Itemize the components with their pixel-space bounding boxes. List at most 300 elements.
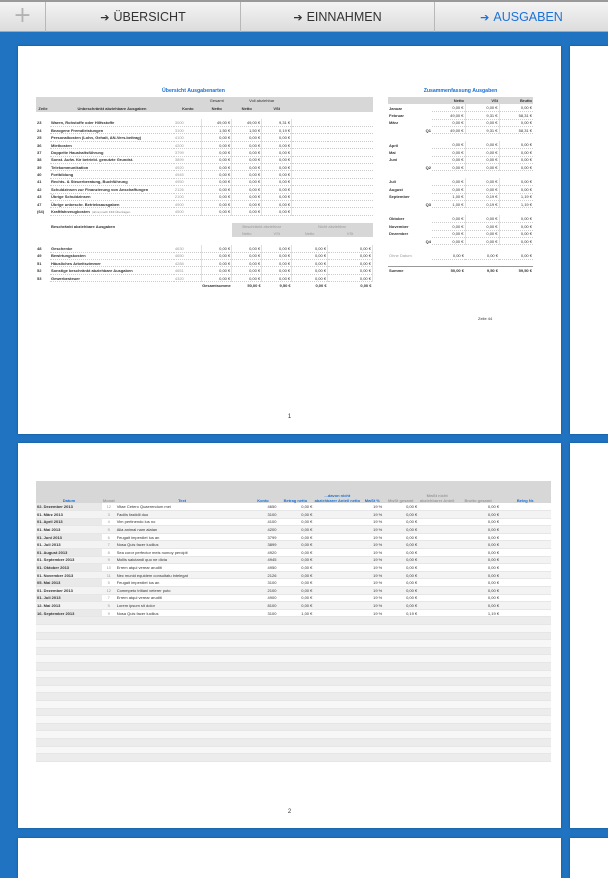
table-row xyxy=(36,141,373,148)
table-cell xyxy=(249,693,278,701)
row-betrag: 0,00 € xyxy=(277,503,313,511)
table-cell xyxy=(50,97,174,104)
table-cell xyxy=(116,632,249,640)
table-row xyxy=(36,579,551,587)
table-cell xyxy=(418,640,456,648)
table-cell: 0,00 € xyxy=(202,141,232,148)
row-beleg xyxy=(500,549,551,557)
table-cell xyxy=(249,723,278,731)
row-text: Telekommunikation xyxy=(50,164,174,171)
table-cell xyxy=(292,141,373,148)
table-cell: 25 xyxy=(37,135,42,141)
header-row xyxy=(36,104,373,111)
table-row xyxy=(36,134,373,141)
table-cell: 0,00 € xyxy=(232,141,262,148)
row-monat: 11 xyxy=(102,571,116,579)
empty-row xyxy=(36,670,551,678)
gesamtsumme-label: Gesamtsumme xyxy=(202,283,231,289)
table-cell xyxy=(102,617,116,625)
table-cell xyxy=(102,746,116,754)
table-cell xyxy=(418,655,456,663)
table-cell: 3799 xyxy=(174,149,202,156)
row-brutto: 0,00 € xyxy=(456,503,500,511)
row-mwst-gesamt: 0,00 € xyxy=(383,511,418,519)
table-cell: 0,00 € xyxy=(262,245,292,252)
row-betrag: 0,00 € xyxy=(277,594,313,602)
table-cell: 0,00 € xyxy=(262,267,292,274)
table-cell xyxy=(456,708,500,716)
table-cell xyxy=(174,97,202,104)
table-cell xyxy=(418,731,456,739)
table-cell: 0,00 € xyxy=(262,164,292,171)
table-cell xyxy=(277,754,313,762)
tab-einnahmen[interactable] xyxy=(241,2,435,32)
table-cell: 0,00 € xyxy=(232,245,262,252)
row-beleg xyxy=(500,602,551,610)
row-datum: 01. Juni 2013 xyxy=(36,533,102,541)
table-cell xyxy=(383,723,418,731)
add-sheet-button[interactable] xyxy=(0,2,46,32)
row-monat: 7 xyxy=(102,541,116,549)
table-cell xyxy=(418,647,456,655)
gesamtsumme-value: 0,00 € xyxy=(360,283,372,289)
table-cell xyxy=(102,685,116,693)
table-cell xyxy=(383,655,418,663)
table-cell xyxy=(202,223,232,230)
table-cell: 53 xyxy=(37,275,42,281)
table-cell: 9,50 € xyxy=(486,268,498,274)
table-cell: 4900 xyxy=(174,200,202,207)
table-cell xyxy=(292,97,373,104)
table-cell: 9,31 € xyxy=(465,127,499,134)
row-brutto: 0,00 € xyxy=(456,533,500,541)
row-konto: 8100 xyxy=(249,602,278,610)
table-cell: Geschenke xyxy=(50,245,174,252)
row-text: Waren, Rohstoffe oder Hilfsstoffe xyxy=(50,119,174,126)
row-brutto: 0,00 € xyxy=(456,564,500,572)
tab-label: AUSGABEN xyxy=(493,10,563,24)
table-cell xyxy=(313,708,361,716)
beschr-title: Beschränkt abziehbare Ausgaben xyxy=(50,223,116,229)
table-cell: 0,00 € xyxy=(432,252,465,259)
table-cell: 0,00 € xyxy=(499,104,533,111)
row-mwst: 19 % xyxy=(361,511,383,519)
table-cell xyxy=(116,670,249,678)
table-cell: 0,00 € xyxy=(499,141,533,148)
table-cell xyxy=(361,754,383,762)
table-cell: 0,00 € xyxy=(432,149,465,156)
table-row xyxy=(36,193,373,200)
table-cell: 0,00 € xyxy=(465,237,499,244)
empty-row xyxy=(36,708,551,716)
table-cell: 0,00 € xyxy=(432,223,465,230)
table-cell xyxy=(102,708,116,716)
table-cell: 1,19 € xyxy=(499,200,533,207)
table-cell xyxy=(277,662,313,670)
table-cell: 0,00 € xyxy=(465,141,499,148)
table-cell: 0,00 € xyxy=(432,215,465,222)
table-cell xyxy=(249,640,278,648)
table-cell: 4945 xyxy=(174,171,202,178)
table-cell: 4500 xyxy=(174,208,202,215)
table-cell xyxy=(249,662,278,670)
table-cell xyxy=(500,655,551,663)
row-mwst-nicht xyxy=(418,503,456,511)
row-text: Nec munid equidem consultatu intelegat xyxy=(116,571,249,579)
summe-label: Summe xyxy=(389,268,404,274)
table-cell xyxy=(361,617,383,625)
row-beleg xyxy=(500,541,551,549)
table-cell xyxy=(116,700,249,708)
header-vst: VSt xyxy=(491,98,498,104)
table-cell: 0,00 € xyxy=(232,178,262,185)
table-cell xyxy=(456,754,500,762)
row-beleg xyxy=(500,587,551,595)
table-cell: Sonstige beschränkt abziehbare Ausgaben xyxy=(50,267,174,274)
table-cell: 4630 xyxy=(174,245,202,252)
table-cell: 0,00 € xyxy=(232,208,262,215)
table-cell xyxy=(277,738,313,746)
table-cell xyxy=(361,640,383,648)
table-row xyxy=(36,208,373,215)
title-uebersicht-ausgabenarten: Übersicht Ausgabenarten xyxy=(162,88,225,94)
table-cell xyxy=(116,723,249,731)
row-monat: 5 xyxy=(102,579,116,587)
table-cell xyxy=(500,625,551,633)
table-cell: 0,00 € xyxy=(432,104,465,111)
table-cell xyxy=(361,655,383,663)
row-monat: 7 xyxy=(102,594,116,602)
toolbar xyxy=(0,0,608,32)
table-cell xyxy=(102,738,116,746)
table-row xyxy=(36,533,551,541)
tab-label: EINNAHMEN xyxy=(306,10,382,24)
row-datum: 12. Mai 2013 xyxy=(36,602,102,610)
row-text: Mollis salutandi quo ne dicta xyxy=(116,556,249,564)
quarter-label: Q4 xyxy=(425,238,431,244)
spacer-row xyxy=(388,134,533,141)
row-betrag: 1,00 € xyxy=(277,609,313,617)
row-text: Feugait imperdiet ius an xyxy=(116,579,249,587)
table-cell: 42 xyxy=(37,186,42,192)
row-text: Vitae Cetero Quaerendum mei xyxy=(116,503,249,511)
table-cell xyxy=(383,640,418,648)
table-cell xyxy=(361,632,383,640)
arrow-right-icon: ➔ xyxy=(100,11,110,24)
table-cell: (64) xyxy=(37,209,45,215)
table-cell: 4288 xyxy=(174,260,202,267)
table-cell xyxy=(500,708,551,716)
table-cell xyxy=(292,178,373,185)
table-cell xyxy=(418,738,456,746)
table-cell: 0,00 € xyxy=(465,178,499,185)
table-cell xyxy=(36,685,102,693)
month-label: April xyxy=(389,142,399,148)
row-text: Nosa Quis facer lucilius xyxy=(116,609,249,617)
table-cell xyxy=(36,723,102,731)
table-cell xyxy=(456,632,500,640)
header-datum: Datum xyxy=(36,481,102,503)
table-cell xyxy=(500,670,551,678)
row-text: Mietkosten xyxy=(50,141,174,148)
table-cell: 4320 xyxy=(174,274,202,281)
table-cell xyxy=(36,617,102,625)
table-cell xyxy=(36,97,50,104)
table-cell xyxy=(174,223,202,230)
month-label: September xyxy=(389,194,410,200)
table-cell xyxy=(249,670,278,678)
table-cell xyxy=(50,230,174,237)
row-text: Nosa Quis facer lucilius xyxy=(116,541,249,549)
empty-row xyxy=(36,731,551,739)
month-label: Januar xyxy=(389,105,403,111)
row-datum: 01. Mai 2013 xyxy=(36,526,102,534)
spacer-row xyxy=(36,215,373,222)
table-cell xyxy=(116,662,249,670)
header-beleg: Beleg Nr. xyxy=(500,481,551,503)
table-cell: 36 xyxy=(37,142,42,148)
table-cell xyxy=(313,685,361,693)
gesamtsumme-value: 0,00 € xyxy=(315,283,327,289)
header-row xyxy=(36,230,373,237)
tab-uebersicht[interactable] xyxy=(46,2,241,32)
quarter-row xyxy=(388,200,533,207)
month-label: Juli xyxy=(389,179,396,185)
row-davon xyxy=(313,541,361,549)
table-cell xyxy=(36,223,50,230)
row-betrag: 0,00 € xyxy=(277,579,313,587)
row-konto: 4200 xyxy=(249,526,278,534)
row-brutto: 0,00 € xyxy=(456,556,500,564)
table-cell xyxy=(116,617,249,625)
table-cell xyxy=(249,685,278,693)
row-datum: 01. August 2013 xyxy=(36,549,102,557)
tab-ausgaben[interactable] xyxy=(435,2,608,32)
row-monat: 3 xyxy=(102,511,116,519)
row-davon xyxy=(313,556,361,564)
table-row xyxy=(36,526,551,534)
header-zeile: Zeile xyxy=(38,105,48,111)
table-cell xyxy=(313,678,361,686)
table-cell: 49,00 € xyxy=(232,119,262,126)
row-text xyxy=(50,208,174,215)
table-cell: 0,00 € xyxy=(499,252,533,259)
table-cell: 0,00 € xyxy=(465,156,499,163)
table-cell xyxy=(388,260,432,267)
table-cell: Bewirtungskosten xyxy=(50,252,174,259)
table-cell xyxy=(418,678,456,686)
row-konto: 3799 xyxy=(249,533,278,541)
table-cell: 0,00 € xyxy=(232,274,262,281)
table-cell xyxy=(102,754,116,762)
table-cell xyxy=(116,746,249,754)
table-cell: 0,00 € xyxy=(465,215,499,222)
page-1 xyxy=(18,46,561,434)
row-mwst: 19 % xyxy=(361,602,383,610)
table-cell xyxy=(249,754,278,762)
row-mwst-nicht xyxy=(418,541,456,549)
table-cell: 0,00 € xyxy=(232,252,262,259)
header-voll-abziehbar: Voll abziehbar xyxy=(249,98,275,104)
table-cell xyxy=(116,693,249,701)
row-betrag: 0,00 € xyxy=(277,549,313,557)
empty-row xyxy=(36,693,551,701)
table-cell: 0,00 € xyxy=(292,274,328,281)
table-cell xyxy=(277,746,313,754)
table-cell xyxy=(313,700,361,708)
row-datum: 01. Juli 2013 xyxy=(36,594,102,602)
table-cell xyxy=(418,716,456,724)
empty-row xyxy=(36,754,551,762)
table-cell xyxy=(418,693,456,701)
table-cell xyxy=(249,617,278,625)
table-cell xyxy=(418,754,456,762)
table-cell xyxy=(418,723,456,731)
row-mwst: 19 % xyxy=(361,571,383,579)
table-cell: 0,19 € xyxy=(465,193,499,200)
row-mwst-nicht xyxy=(418,609,456,617)
zusammenfassung-table xyxy=(388,97,533,274)
table-cell: 0,00 € xyxy=(499,186,533,193)
header-gesamt: Gesamt xyxy=(209,98,224,104)
row-mwst: 19 % xyxy=(361,564,383,572)
table-cell xyxy=(292,208,373,215)
table-row xyxy=(36,260,373,267)
row-mwst: 19 % xyxy=(361,556,383,564)
row-brutto: 0,00 € xyxy=(456,541,500,549)
table-row xyxy=(36,564,551,572)
table-cell: 50,00 € xyxy=(450,268,464,274)
table-cell: 58,31 € xyxy=(499,127,533,134)
table-cell xyxy=(249,632,278,640)
table-cell xyxy=(456,700,500,708)
month-row xyxy=(388,104,533,111)
row-text: Sea coror perfector meis numoy percipit xyxy=(116,549,249,557)
row-mwst-gesamt: 0,00 € xyxy=(383,549,418,557)
table-cell xyxy=(36,112,50,119)
month-label: Oktober xyxy=(389,216,405,222)
row-beleg xyxy=(500,511,551,519)
table-cell xyxy=(500,716,551,724)
table-row xyxy=(36,511,551,519)
row-mwst: 19 % xyxy=(361,518,383,526)
table-cell: 0,00 € xyxy=(328,245,373,252)
table-cell xyxy=(313,617,361,625)
table-cell xyxy=(249,678,278,686)
table-cell: 0,00 € xyxy=(292,260,328,267)
table-cell xyxy=(292,193,373,200)
table-cell: 9,31 € xyxy=(465,112,499,119)
table-cell xyxy=(361,716,383,724)
header-konto: Konto xyxy=(182,105,194,111)
row-mwst-gesamt: 0,00 € xyxy=(383,571,418,579)
table-cell xyxy=(418,625,456,633)
table-cell: 0,00 € xyxy=(202,245,232,252)
row-mwst-nicht xyxy=(418,594,456,602)
table-cell: 0,00 € xyxy=(262,200,292,207)
month-label: November xyxy=(389,223,409,229)
row-davon xyxy=(313,579,361,587)
table-cell xyxy=(456,723,500,731)
row-text-label: Kraftfahrzeugkosten xyxy=(50,209,90,215)
table-cell: 4100 xyxy=(174,134,202,141)
table-cell xyxy=(361,685,383,693)
table-row xyxy=(36,594,551,602)
table-cell xyxy=(277,670,313,678)
table-cell: 0,00 € xyxy=(262,208,292,215)
row-mwst: 19 % xyxy=(361,533,383,541)
empty-row xyxy=(36,617,551,625)
table-row xyxy=(36,549,551,557)
table-cell xyxy=(202,230,232,237)
row-beleg xyxy=(500,564,551,572)
table-cell: 0,00 € xyxy=(202,156,232,163)
table-cell xyxy=(456,716,500,724)
table-cell: 1,19 € xyxy=(499,193,533,200)
table-cell: 1,00 € xyxy=(432,193,465,200)
table-cell xyxy=(383,670,418,678)
table-cell: 0,00 € xyxy=(262,260,292,267)
table-cell: 49 xyxy=(37,253,42,259)
table-cell xyxy=(313,731,361,739)
table-cell xyxy=(383,625,418,633)
table-cell xyxy=(36,731,102,739)
empty-row xyxy=(36,716,551,724)
table-cell xyxy=(116,731,249,739)
table-cell xyxy=(418,685,456,693)
row-mwst-gesamt: 0,00 € xyxy=(383,556,418,564)
table-cell xyxy=(249,647,278,655)
empty-row xyxy=(36,700,551,708)
header-netto: Netto xyxy=(453,98,464,104)
table-cell: 0,00 € xyxy=(432,119,465,126)
table-cell: 3899 xyxy=(174,156,202,163)
table-cell: 0,00 € xyxy=(232,193,262,200)
row-beleg xyxy=(500,556,551,564)
page-number: 2 xyxy=(287,809,292,815)
row-mwst-nicht xyxy=(418,549,456,557)
table-cell: 23 xyxy=(37,120,42,126)
row-mwst-nicht xyxy=(418,526,456,534)
table-cell: 59,50 € xyxy=(518,268,532,274)
table-cell: 0,00 € xyxy=(328,267,373,274)
row-datum: 16. September 2013 xyxy=(36,609,102,617)
table-cell: 0,00 € xyxy=(202,171,232,178)
table-cell xyxy=(249,716,278,724)
table-cell: 1,50 € xyxy=(202,127,232,134)
table-cell xyxy=(500,647,551,655)
row-mwst: 19 % xyxy=(361,579,383,587)
empty-row xyxy=(36,625,551,633)
month-label: Februar xyxy=(389,112,404,118)
table-cell xyxy=(277,685,313,693)
table-cell xyxy=(388,171,432,178)
table-cell xyxy=(383,678,418,686)
ohne-datum-row xyxy=(388,252,533,259)
table-cell: 0,00 € xyxy=(432,156,465,163)
spacer-row xyxy=(388,208,533,215)
table-cell xyxy=(277,731,313,739)
table-cell xyxy=(102,662,116,670)
quarter-label: Q1 xyxy=(425,127,431,133)
table-row xyxy=(36,609,551,617)
row-mwst-gesamt: 0,00 € xyxy=(383,503,418,511)
spacer-row xyxy=(36,237,373,244)
header-vst: VSt xyxy=(328,230,373,237)
table-row xyxy=(36,541,551,549)
header-davon: ...davon nicht abziehbarer Anteil netto xyxy=(313,481,361,503)
table-cell xyxy=(292,171,373,178)
